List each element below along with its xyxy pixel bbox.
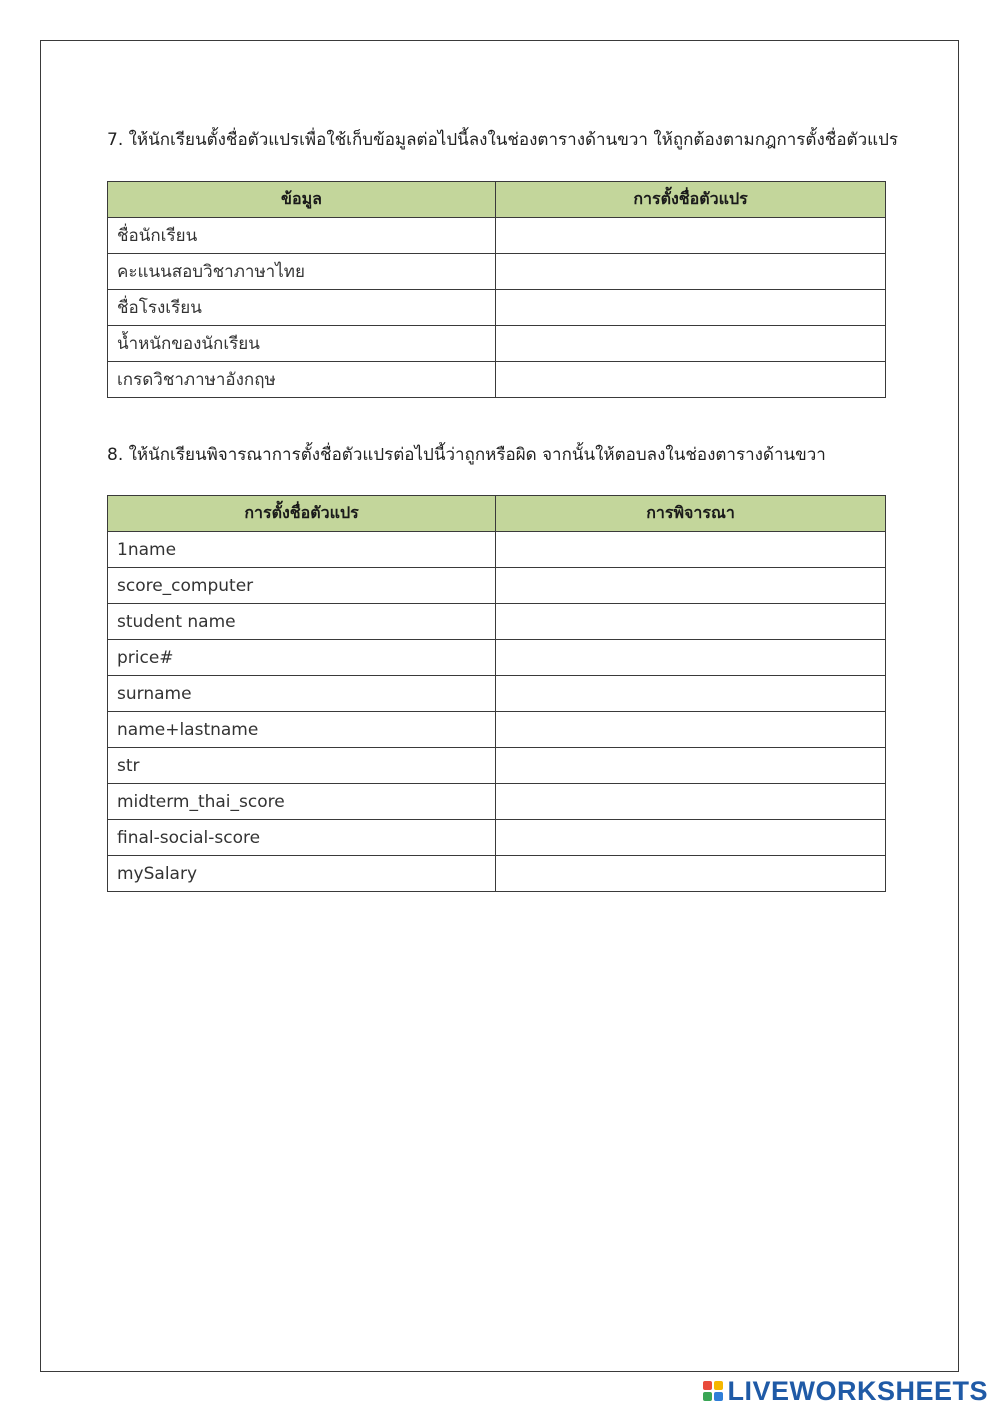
- variable-name-cell: mySalary: [108, 856, 496, 892]
- logo-square: [703, 1381, 712, 1390]
- table-row: [108, 712, 886, 748]
- variable-name-cell: str: [108, 748, 496, 784]
- table-row: [108, 532, 886, 568]
- liveworksheets-logo-icon: [703, 1381, 723, 1401]
- liveworksheets-brand: [703, 1376, 988, 1406]
- column-header-variable-name: การตั้งชื่อตัวแปร: [108, 496, 496, 532]
- table-header-row: [108, 496, 886, 532]
- data-cell: เกรดวิชาภาษาอังกฤษ: [108, 362, 496, 398]
- column-header-judgement: การพิจารณา: [496, 496, 886, 532]
- variable-name-cell: score_computer: [108, 568, 496, 604]
- variable-judgement-table: [107, 495, 886, 892]
- variable-name-cell: student name: [108, 604, 496, 640]
- data-cell: ชื่อโรงเรียน: [108, 290, 496, 326]
- question-8-text: 8. ให้นักเรียนพิจารณาการตั้งชื่อตัวแปรต่อไปนี้ว่าถูกหรือผิด จากนั้นให้ตอบลงในช่องตารางด้านขวา: [107, 445, 826, 465]
- variable-name-cell: name+lastname: [108, 712, 496, 748]
- table-row: [108, 676, 886, 712]
- answer-field[interactable]: [496, 856, 886, 892]
- answer-field[interactable]: [496, 676, 886, 712]
- variable-name-cell: surname: [108, 676, 496, 712]
- logo-square: [714, 1381, 723, 1390]
- brand-name: LIVEWORKSHEETS: [727, 1375, 988, 1406]
- table-row: [108, 362, 886, 398]
- answer-field[interactable]: [496, 748, 886, 784]
- variable-naming-table: [107, 181, 886, 398]
- column-header-variable-name: การตั้งชื่อตัวแปร: [496, 182, 886, 218]
- logo-square: [703, 1392, 712, 1401]
- table-row: [108, 568, 886, 604]
- answer-field[interactable]: [496, 218, 886, 254]
- table-row: [108, 784, 886, 820]
- table-row: [108, 748, 886, 784]
- table-row: [108, 856, 886, 892]
- answer-field[interactable]: [496, 532, 886, 568]
- data-cell: น้ำหนักของนักเรียน: [108, 326, 496, 362]
- column-header-data: ข้อมูล: [108, 182, 496, 218]
- table-row: [108, 820, 886, 856]
- answer-field[interactable]: [496, 604, 886, 640]
- variable-name-cell: midterm_thai_score: [108, 784, 496, 820]
- table-row: [108, 290, 886, 326]
- table-row: [108, 604, 886, 640]
- answer-field[interactable]: [496, 362, 886, 398]
- data-cell: คะแนนสอบวิชาภาษาไทย: [108, 254, 496, 290]
- answer-field[interactable]: [496, 568, 886, 604]
- answer-field[interactable]: [496, 712, 886, 748]
- answer-field[interactable]: [496, 290, 886, 326]
- table-row: [108, 254, 886, 290]
- question-7-text: 7. ให้นักเรียนตั้งชื่อตัวแปรเพื่อใช้เก็บข้อมูลต่อไปนี้ลงในช่องตารางด้านขวา ให้ถูกต้องตามกฎการตั้งชื่อตัวแปร: [107, 130, 898, 150]
- answer-field[interactable]: [496, 640, 886, 676]
- answer-field[interactable]: [496, 326, 886, 362]
- table-row: [108, 640, 886, 676]
- variable-name-cell: price#: [108, 640, 496, 676]
- table-row: [108, 218, 886, 254]
- logo-square: [714, 1392, 723, 1401]
- variable-name-cell: final-social-score: [108, 820, 496, 856]
- answer-field[interactable]: [496, 254, 886, 290]
- answer-field[interactable]: [496, 820, 886, 856]
- variable-name-cell: 1name: [108, 532, 496, 568]
- table-row: [108, 326, 886, 362]
- answer-field[interactable]: [496, 784, 886, 820]
- table-header-row: [108, 182, 886, 218]
- data-cell: ชื่อนักเรียน: [108, 218, 496, 254]
